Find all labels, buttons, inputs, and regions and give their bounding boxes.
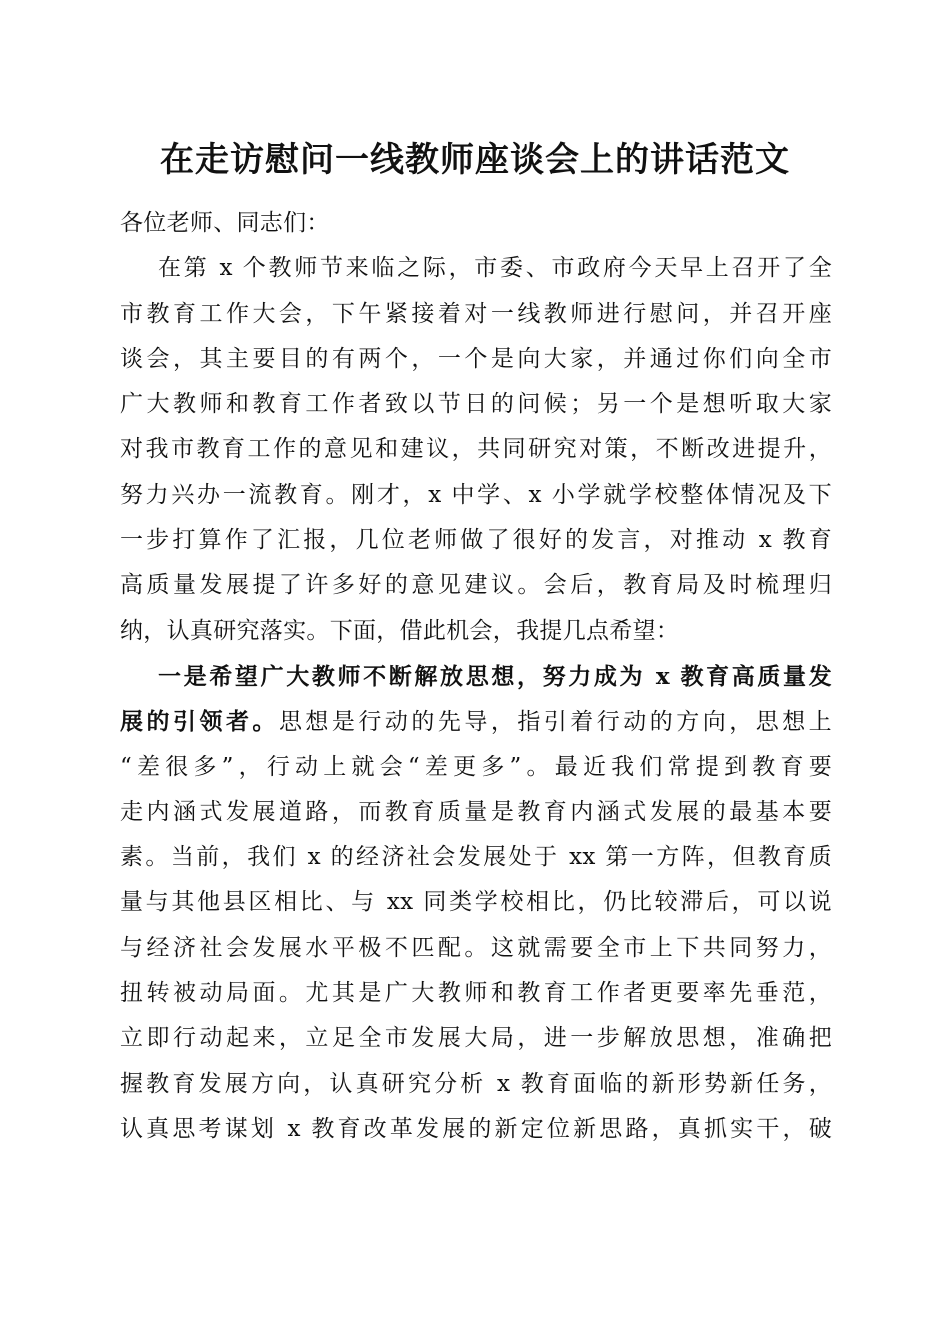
paragraph-line: 量与其他县区相比、与 xx 同类学校相比，仍比较滞后，可以说 <box>120 889 832 916</box>
paragraph-line: 高质量发展提了许多好的意见建议。会后，教育局及时梳理归 <box>120 572 832 599</box>
document-title: 在走访慰问一线教师座谈会上的讲话范文 <box>160 140 790 180</box>
paragraph-line: 握教育发展方向，认真研究分析 x 教育面临的新形势新任务， <box>120 1070 832 1097</box>
paragraph-line: 市教育工作大会，下午紧接着对一线教师进行慰问，并召开座 <box>120 300 832 327</box>
paragraph-line: 努力兴办一流教育。刚才，x 中学、x 小学就学校整体情况及下 <box>120 481 832 508</box>
document-body <box>120 201 832 1152</box>
paragraph-line <box>120 699 832 744</box>
paragraph-line: 对我市教育工作的意见和建议，共同研究对策，不断改进提升， <box>120 436 832 463</box>
paragraph-line: 谈会，其主要目的有两个，一个是向大家，并通过你们向全市 <box>120 345 832 372</box>
section-heading: 一是希望广大教师不断解放思想，努力成为 x 教育高质量发 <box>158 662 832 690</box>
section-heading-end: 展的引领者。 <box>120 708 279 736</box>
paragraph-text: 思想是行动的先导，指引着行动的方向，思想上 <box>278 709 832 736</box>
paragraph-line: 认真思考谋划 x 教育改革发展的新定位新思路，真抓实干，破 <box>120 1115 832 1142</box>
paragraph-line: 广大教师和教育工作者致以节日的问候；另一个是想听取大家 <box>120 391 832 418</box>
paragraph-line: 一步打算作了汇报，几位老师做了很好的发言，对推动 x 教育 <box>120 527 832 554</box>
paragraph-line: 与经济社会发展水平极不匹配。这就需要全市上下共同努力， <box>120 934 832 961</box>
paragraph-line: 在第 x 个教师节来临之际，市委、市政府今天早上召开了全 <box>158 255 832 282</box>
paragraph-line: 走内涵式发展道路，而教育质量是教育内涵式发展的最基本要 <box>120 798 832 825</box>
paragraph-1 <box>120 246 832 654</box>
paragraph-2 <box>120 654 832 1152</box>
paragraph-line: “差很多”，行动上就会“差更多”。最近我们常提到教育要 <box>120 753 832 780</box>
paragraph-line: 素。当前，我们 x 的经济社会发展处于 xx 第一方阵，但教育质 <box>120 844 832 871</box>
paragraph-line: 纳，认真研究落实。下面，借此机会，我提几点希望： <box>120 617 680 644</box>
salutation: 各位老师、同志们： <box>120 210 330 236</box>
paragraph-line: 扭转被动局面。尤其是广大教师和教育工作者更要率先垂范， <box>120 980 832 1007</box>
paragraph-line: 立即行动起来，立足全市发展大局，进一步解放思想，准确把 <box>120 1025 832 1052</box>
